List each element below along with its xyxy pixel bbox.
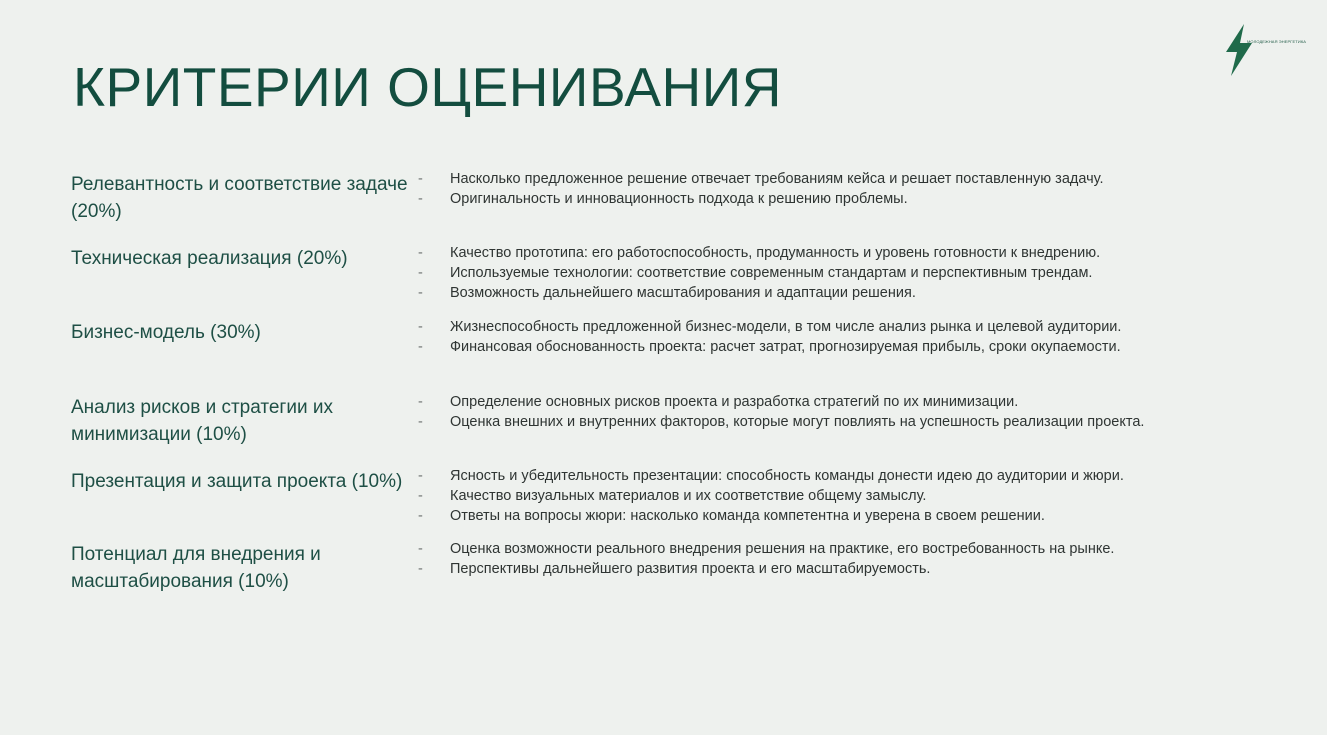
bullet-dash: - [418,468,423,484]
bullet-dash: - [418,508,423,524]
point-text: Насколько предложенное решение отвечает требованиям кейса и решает поставленную задачу. [450,171,1104,187]
bullet-dash: - [418,191,423,207]
criterion-points [418,468,1278,528]
bullet-dash: - [418,414,423,430]
bullet-dash: - [418,319,423,335]
criterion-name: Анализ рисков и стратегии их минимизации (10%) [71,397,333,445]
page-title: КРИТЕРИИ ОЦЕНИВАНИЯ [73,56,782,118]
point-text: Оценка внешних и внутренних факторов, которые могут повлиять на успешность реализации проекта. [450,414,1145,430]
bullet-dash: - [418,339,423,355]
point-text: Оригинальность и инновационность подхода к решению проблемы. [450,191,908,207]
bullet-dash: - [418,245,423,261]
point-text: Возможность дальнейшего масштабирования и адаптации решения. [450,285,916,301]
bullet-dash: - [418,171,423,187]
criterion-points [418,541,1278,581]
list-item [418,285,1278,301]
criterion-points [418,245,1278,305]
list-item [418,508,1278,524]
bullet-dash: - [418,561,423,577]
list-item [418,414,1190,430]
logo [1224,24,1307,76]
list-item [418,339,1278,355]
criterion-name: Потенциал для внедрения и масштабирования (10%) [71,544,321,592]
list-item [418,541,1278,557]
point-text: Качество визуальных материалов и их соответствие общему замыслу. [450,488,927,504]
bullet-dash: - [418,265,423,281]
list-item [418,394,1278,410]
bullet-dash: - [418,488,423,504]
criterion-points [418,394,1278,434]
point-text: Определение основных рисков проекта и разработка стратегий по их минимизации. [450,394,1019,410]
criterion-points [418,171,1278,211]
bullet-dash: - [418,541,423,557]
lightning-bolt-icon [1224,24,1254,76]
point-text: Ясность и убедительность презентации: способность команды донести идею до аудитории и жюри. [450,468,1124,484]
list-item [418,468,1278,484]
criterion-points [418,319,1278,359]
point-text: Качество прототипа: его работоспособность, продуманность и уровень готовности к внедрению. [450,245,1101,261]
criterion-name: Бизнес-модель (30%) [71,322,261,343]
list-item [418,561,1278,577]
bullet-dash: - [418,285,423,301]
point-text: Используемые технологии: соответствие современным стандартам и перспективным трендам. [450,265,1093,281]
point-text: Ответы на вопросы жюри: насколько команда компетентна и уверена в своем решении. [450,508,1045,524]
point-text: Финансовая обоснованность проекта: расчет затрат, прогнозируемая прибыль, сроки окупаемости. [450,339,1121,355]
list-item [418,319,1278,335]
point-text: Перспективы дальнейшего развития проекта и его масштабируемость. [450,561,931,577]
list-item [418,191,1278,207]
criterion-name: Техническая реализация (20%) [71,248,348,269]
criterion-name: Релевантность и соответствие задаче (20%) [71,174,408,222]
list-item [418,488,1278,504]
list-item [418,245,1278,261]
point-text: Жизнеспособность предложенной бизнес-модели, в том числе анализ рынка и целевой аудитории. [450,319,1122,335]
criterion-name: Презентация и защита проекта (10%) [71,471,403,492]
list-item [418,265,1278,281]
point-text: Оценка возможности реального внедрения решения на практике, его востребованность на рынке. [450,541,1115,557]
bullet-dash: - [418,394,423,410]
list-item [418,171,1278,187]
logo-text: МОЛОДЕЖНАЯ ЭНЕРГЕТИКА [1247,39,1307,44]
